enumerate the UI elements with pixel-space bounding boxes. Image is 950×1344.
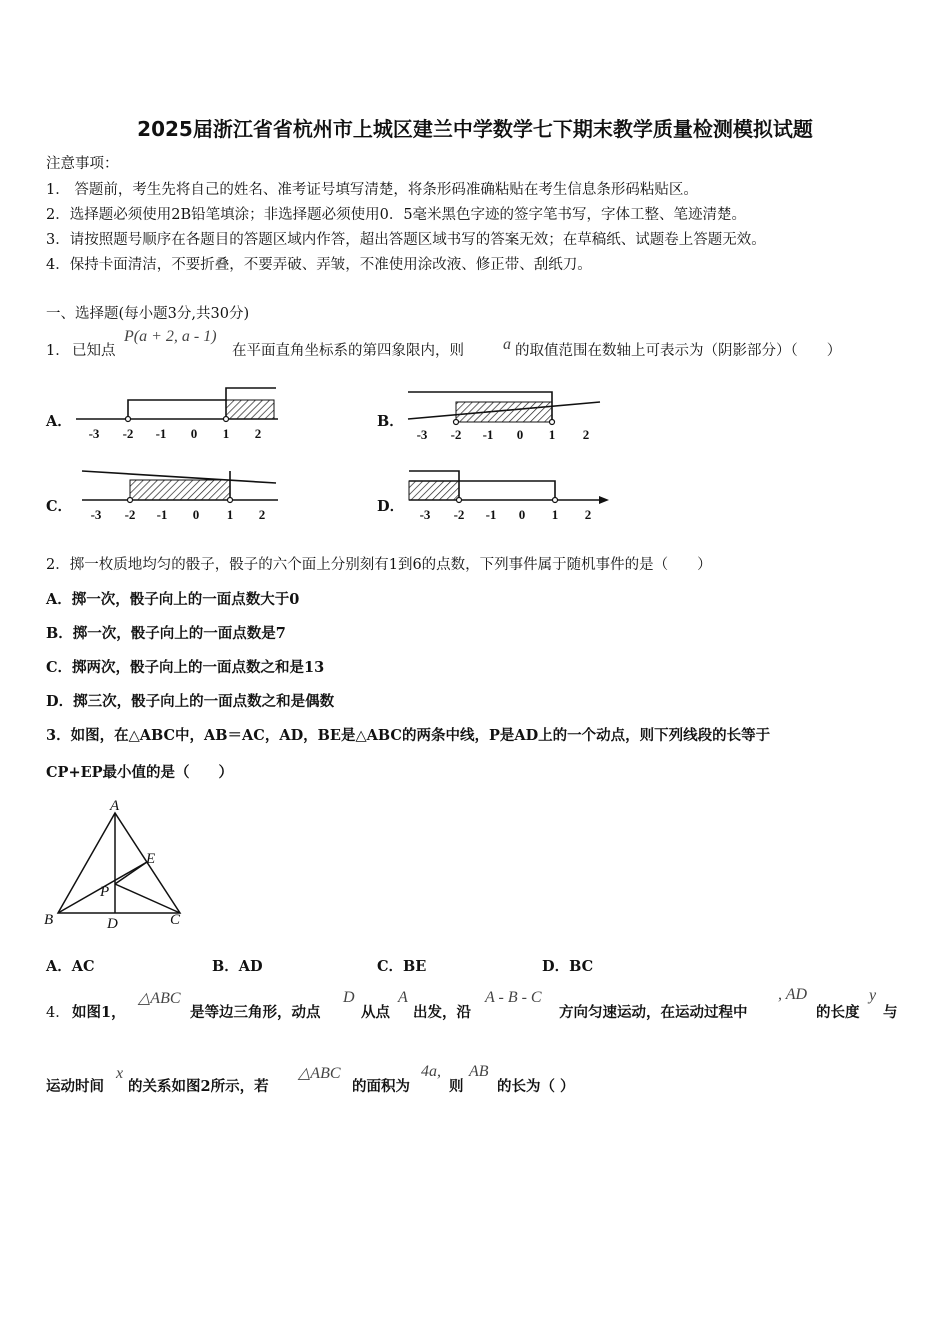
tick-label: 1 [548, 427, 556, 442]
q1-variable: a [503, 336, 511, 353]
tick-label: 2 [254, 426, 262, 441]
q4-triangle-2: △ABC [298, 1065, 341, 1082]
page-title: 2025届浙江省省杭州市上城区建兰中学数学七下期末教学质量检测模拟试题 [137, 117, 813, 141]
tick-label: 0 [516, 427, 524, 442]
q3-stem-line1: 3．如图，在△ABC中，AB＝AC，AD，BE是△ABC的两条中线，P是AD上的一个动点，则下列线段的长等于 [46, 727, 771, 744]
q4-var-y: y [869, 987, 877, 1004]
q2-option-d: D．掷三次，骰子向上的一面点数之和是偶数 [46, 693, 335, 710]
q4-path: A - B - C [485, 989, 542, 1006]
figure-label-b: B [44, 912, 54, 928]
tick-label: -1 [485, 507, 497, 522]
q3-option-a: A．AC [46, 958, 95, 975]
q4-text-4: 出发，沿 [413, 1004, 471, 1021]
q1-option-a-label: A． [46, 413, 72, 430]
tick-label: -2 [450, 427, 462, 442]
notice-heading: 注意事项： [46, 156, 119, 172]
q2-option-b: B．掷一次，骰子向上的一面点数是7 [46, 625, 286, 642]
notice-item-4: 4．保持卡面清洁，不要折叠，不要弄破、弄皱，不准使用涂改液、修正带、刮纸刀。 [46, 257, 592, 273]
q2-stem: 2．掷一枚质地均匀的骰子，骰子的六个面上分别刻有1到6的点数，下列事件属于随机事件的是（ ） [46, 557, 712, 573]
q1-option-d-label: D． [377, 498, 405, 515]
figure-label-e: E [146, 851, 156, 867]
q3-triangle-figure [40, 796, 190, 934]
tick-label: -2 [122, 426, 134, 441]
q4-number: 4． [46, 1005, 70, 1021]
notice-item-1: 1． 答题前，考生先将自己的姓名、准考证号填写清楚，将条形码准确粘贴在考生信息条形码粘贴区。 [46, 182, 698, 198]
tick-label: -1 [482, 427, 494, 442]
q3-option-c: C．BE [377, 958, 427, 975]
tick-label: -3 [416, 427, 428, 442]
figure-label-p: P [100, 884, 110, 900]
figure-label-c: C [170, 912, 181, 928]
q1-option-c-label: C． [46, 498, 73, 515]
q4-text-6: 的长度 [816, 1004, 860, 1021]
q4-line2-text-1: 运动时间 [46, 1078, 104, 1095]
q1-pre: 已知点 [72, 343, 116, 359]
notice-item-2: 2．选择题必须使用2B铅笔填涂；非选择题必须使用0．5毫米黑色字迹的签字笔书写，字体工整、笔迹清楚。 [46, 207, 747, 223]
q1-number: 1． [46, 343, 70, 359]
tick-label: 1 [551, 507, 559, 522]
tick-label: -3 [90, 507, 102, 522]
q1-option-a-numberline [68, 382, 280, 442]
q4-text-7: 与 [883, 1004, 898, 1021]
notice-item-3: 3．请按照题号顺序在各题目的答题区域内作答，超出答题区域书写的答案无效；在草稿纸、试题卷上答题无效。 [46, 232, 766, 248]
tick-label: -2 [453, 507, 465, 522]
q4-var-x: x [116, 1065, 124, 1082]
q4-segment-ab: AB [469, 1063, 489, 1080]
q4-text-3: 从点 [361, 1004, 390, 1021]
q4-point-d: D [343, 989, 355, 1006]
tick-label: -1 [156, 507, 168, 522]
tick-label: 0 [192, 507, 200, 522]
q3-option-d: D．BC [542, 958, 594, 975]
q4-area-value: 4a, [421, 1063, 441, 1080]
q4-point-a: A [398, 989, 408, 1006]
q3-option-b: B．AD [212, 958, 263, 975]
tick-label: 1 [226, 507, 234, 522]
q1-mid: 在平面直角坐标系的第四象限内，则 [232, 343, 464, 359]
q4-line2-text-4: 则 [449, 1078, 464, 1095]
tick-label: -3 [419, 507, 431, 522]
q4-text-2: 是等边三角形，动点 [190, 1004, 321, 1021]
q1-post: 的取值范围在数轴上可表示为（阴影部分）（ ） [515, 343, 842, 359]
tick-label: 1 [222, 426, 230, 441]
q4-line2-text-3: 的面积为 [352, 1078, 410, 1095]
tick-label: 2 [582, 427, 590, 442]
q1-option-b-numberline [400, 382, 606, 442]
q4-line2-text-5: 的长为（ ） [497, 1078, 575, 1095]
tick-label: -3 [88, 426, 100, 441]
q4-text-1: 如图1， [72, 1004, 126, 1021]
q4-line2-text-2: 的关系如图2所示，若 [128, 1078, 269, 1095]
tick-label: 2 [258, 507, 266, 522]
q1-expression: P(a + 2, a - 1) [124, 328, 217, 345]
q4-triangle: △ABC [138, 990, 181, 1007]
q1-option-b-label: B． [377, 413, 404, 430]
tick-label: 2 [584, 507, 592, 522]
q4-text-5: 方向匀速运动，在运动过程中 [559, 1004, 748, 1021]
q2-option-a: A．掷一次，骰子向上的一面点数大于0 [46, 591, 300, 608]
q4-segment-ad: , AD [778, 986, 808, 1003]
q1-option-d-numberline [405, 463, 611, 525]
q3-stem-line2: CP+EP最小值的是（ ） [46, 764, 234, 781]
q1-option-c-numberline [68, 463, 280, 525]
figure-label-d: D [107, 916, 118, 932]
tick-label: -2 [124, 507, 136, 522]
figure-label-a: A [110, 798, 120, 814]
tick-label: 0 [190, 426, 198, 441]
tick-label: 0 [518, 507, 526, 522]
tick-label: -1 [155, 426, 167, 441]
q2-option-c: C．掷两次，骰子向上的一面点数之和是13 [46, 659, 325, 676]
section-heading: 一、选择题(每小题3分,共30分) [46, 306, 250, 322]
